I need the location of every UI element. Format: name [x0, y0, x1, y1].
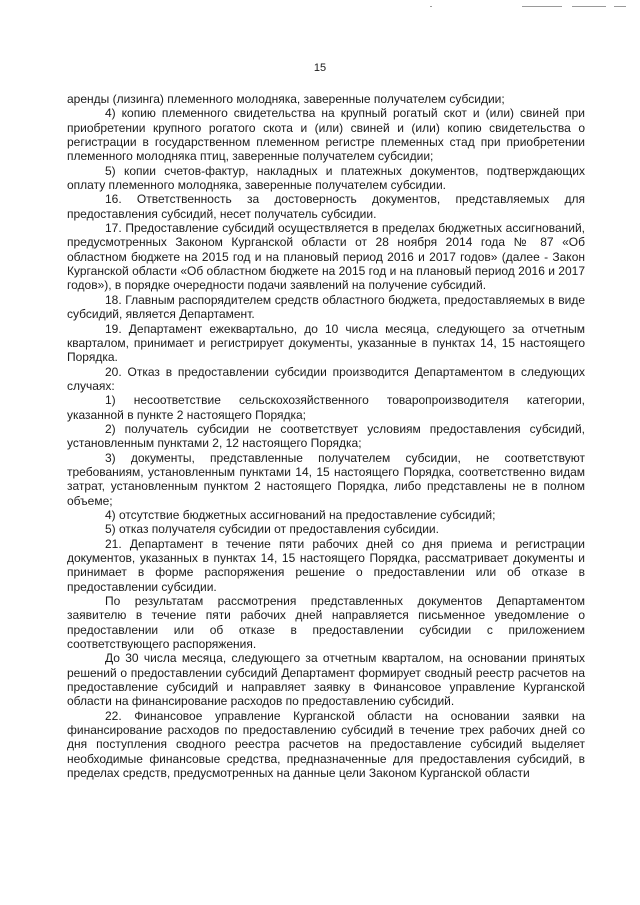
paragraph-21-registry: До 30 числа месяца, следующего за отчетным кварталом, на основании принятых решений о предоставлении субсидий Департамент формирует сводный реестр расчетов на предоставление субсидий и направляет заявку в Финансовое управление Курганской области на финансирование расходов по предоставлению субсидий.: [67, 651, 585, 709]
paragraph-continuation: аренды (лизинга) племенного молодняка, заверенные получателем субсидии;: [67, 92, 505, 106]
paragraph-item-5: 5) копии счетов-фактур, накладных и платежных документов, подтверждающих оплату племенного молодняка, заверенные получателем субсидии.: [67, 163, 585, 193]
page-number: 15: [313, 62, 327, 74]
scan-header-marks: [430, 6, 630, 12]
paragraph-21-notification: По результатам рассмотрения представленных документов Департаментом заявителю в течение пяти рабочих дней направляется письменное уведомление о предоставлении или об отказе в предоставлении субсидии с приложением соответствующего распоряжения.: [67, 594, 585, 652]
document-body: [67, 92, 585, 781]
paragraph-20-item-5: 5) отказ получателя субсидии от предоставления субсидии.: [105, 522, 439, 537]
paragraph-20-item-3: 3) документы, представленные получателем субсидии, не соответствуют требованиям, установленным пунктами 14, 15 настоящего Порядка, соответственно видам затрат, установленным пунктом 2 настоящего Порядка, либо представлены не в полном объеме;: [67, 450, 585, 508]
paragraph-17: 17. Предоставление субсидий осуществляется в пределах бюджетных ассигнований, предусмотренных Законом Курганской области от 28 ноября 2014 года № 87 «Об областном бюджете на 2015 год и на плановый период 2016 и 2017 годов» (далее - Закон Курганской области «Об областном бюджете на 2015 год и на плановый период 2016 и 2017 годов»), в порядке очередности подачи заявлений на получение субсидий.: [67, 221, 585, 293]
paragraph-20: 20. Отказ в предоставлении субсидии производится Департаментом в следующих случаях:: [67, 364, 585, 393]
paragraph-21: 21. Департамент в течение пяти рабочих дней со дня приема и регистрации документов, указанных в пунктах 14, 15 настоящего Порядка, рассматривает документы и принимает в форме распоряжения решение о предоставлении или об отказе в предоставлении субсидии.: [67, 536, 585, 594]
paragraph-20-item-4: 4) отсутствие бюджетных ассигнований на предоставление субсидий;: [105, 507, 496, 522]
paragraph-19: 19. Департамент ежеквартально, до 10 числа месяца, следующего за отчетным кварталом, принимает и регистрирует документы, указанные в пунктах 14, 15 настоящего Порядка.: [67, 321, 585, 365]
paragraph-20-item-2: 2) получатель субсидии не соответствует условиям предоставления субсидий, установленным пунктами 2, 12 настоящего Порядка;: [67, 421, 585, 451]
paragraph-22: 22. Финансовое управление Курганской области на основании заявки на финансирование расходов по предоставлению субсидий в течение трех рабочих дней со дня поступления сводного реестра расчетов на предоставление субсидий выделяет необходимые финансовые средства, предназначенные для предоставления субсидий, в пределах средств, предусмотренных на данные цели Законом Курганской области: [67, 708, 585, 781]
paragraph-16: 16. Ответственность за достоверность документов, представляемых для предоставления субсидий, несет получатель субсидии.: [67, 192, 585, 221]
paragraph-18: 18. Главным распорядителем средств областного бюджета, предоставляемых в виде субсидий, является Департамент.: [67, 292, 585, 322]
paragraph-item-4: 4) копию племенного свидетельства на крупный рогатый скот и (или) свиней при приобретении крупного рогатого скота и (или) свиней и (или) копию свидетельства о регистрации в государственном племенном регистре племенных стад при приобретении племенного молодняка птиц, заверенные получателем субсидии;: [67, 106, 585, 164]
paragraph-20-item-1: 1) несоответствие сельскохозяйственного товаропроизводителя категории, указанной в пункте 2 настоящего Порядка;: [67, 393, 585, 422]
